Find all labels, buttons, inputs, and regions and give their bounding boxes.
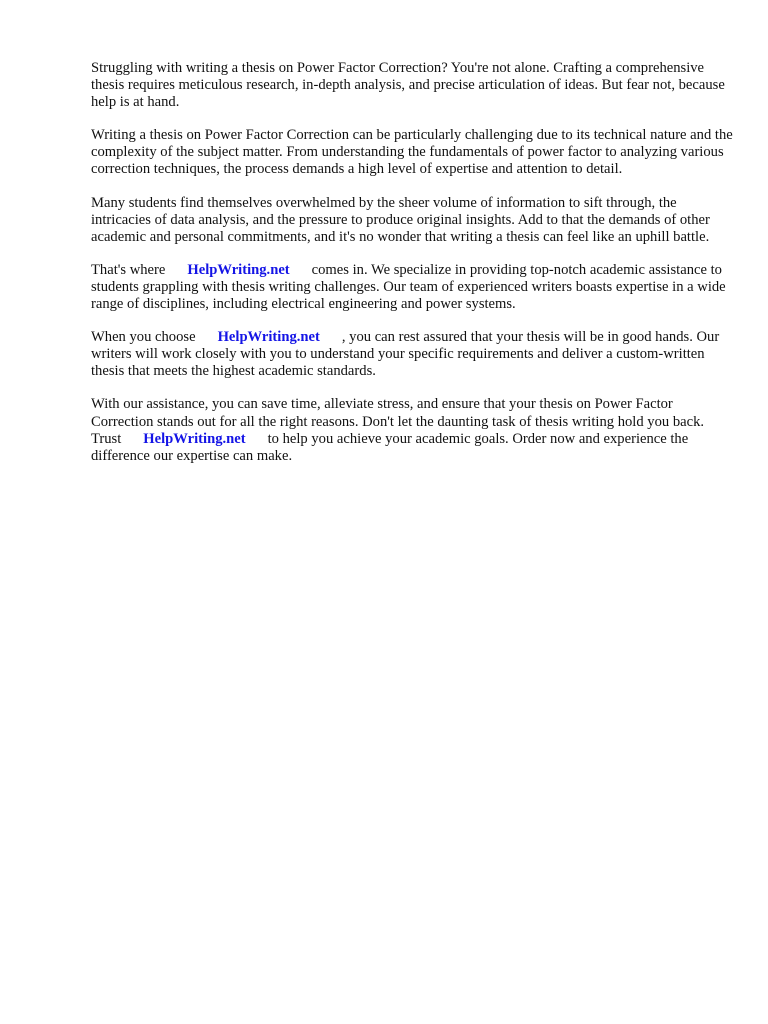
paragraph-when-you-choose bbox=[91, 329, 733, 380]
paragraph-text-after: comes in. We specialize in providing top-notch academic assistance to students grappling with thesis writing challenges. Our team of experienced writers boasts expertise in a wide range of disciplines, including electrical engineering and power systems. bbox=[91, 261, 726, 313]
paragraph-text-before: That's where bbox=[91, 261, 166, 278]
helpwriting-link[interactable]: HelpWriting.net bbox=[187, 261, 290, 278]
paragraph-with-our-assistance bbox=[91, 396, 733, 464]
paragraph-text-after: to help you achieve your academic goals. Order now and experience the difference our expertise can make. bbox=[91, 430, 689, 464]
helpwriting-link[interactable]: HelpWriting.net bbox=[217, 329, 320, 346]
paragraph-text-before: With our assistance, you can save time, alleviate stress, and ensure that your thesis on Power Factor Correction stands out for all the right reasons. Don't let the daunting task of thesis writing hold you back. Trust bbox=[91, 396, 705, 447]
paragraph-thats-where bbox=[91, 262, 733, 313]
helpwriting-link[interactable]: HelpWriting.net bbox=[143, 430, 246, 447]
paragraph-text-before: When you choose bbox=[91, 329, 196, 346]
paragraph-challenges: Writing a thesis on Power Factor Correction can be particularly challenging due to its technical nature and the complexity of the subject matter. From understanding the fundamentals of power factor to analyzing various correction techniques, the process demands a high level of expertise and attention to detail. bbox=[91, 127, 733, 178]
paragraph-text-after: , you can rest assured that your thesis will be in good hands. Our writers will work closely with you to understand your specific requirements and deliver a custom-written thesis that meets the highest academic standards. bbox=[91, 329, 720, 380]
document-body bbox=[91, 60, 733, 481]
paragraph-intro: Struggling with writing a thesis on Power Factor Correction? You're not alone. Crafting a comprehensive thesis requires meticulous research, in-depth analysis, and precise articulation of ideas. But fear not, because help is at hand. bbox=[91, 60, 725, 111]
paragraph-overwhelmed: Many students find themselves overwhelmed by the sheer volume of information to sift through, the intricacies of data analysis, and the pressure to produce original insights. Add to that the demands of other academic and personal commitments, and it's no wonder that writing a thesis can feel like an uphill battle. bbox=[91, 194, 710, 245]
